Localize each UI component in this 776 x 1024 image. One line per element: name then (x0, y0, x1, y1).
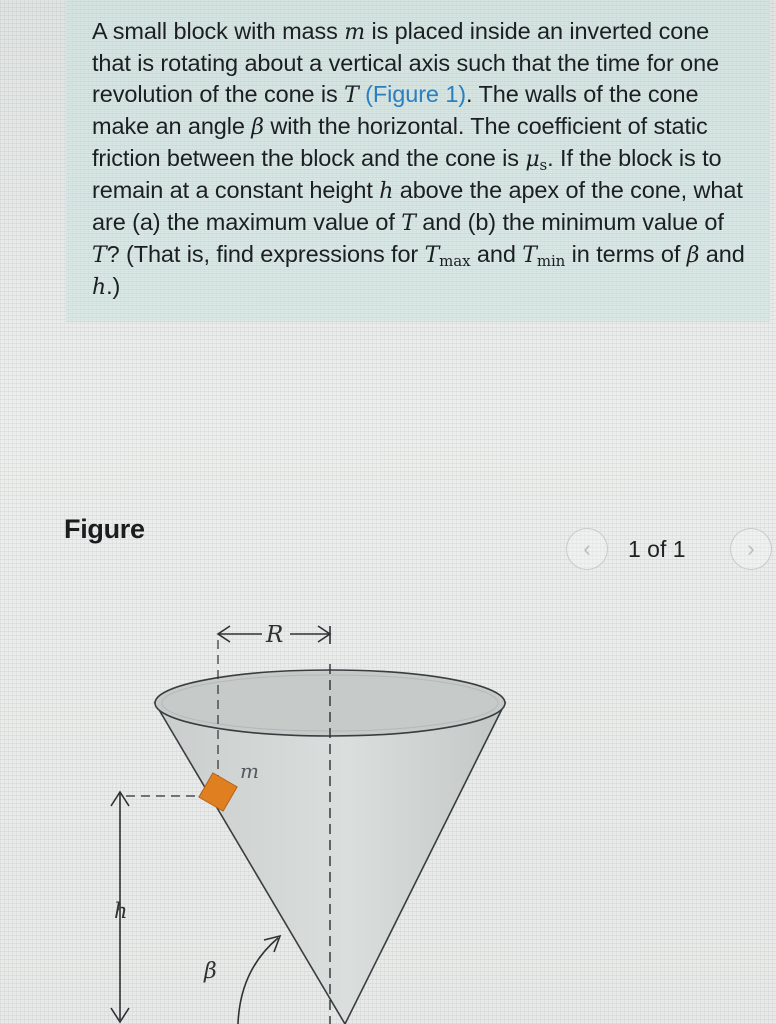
math-symbol-t: T (344, 83, 359, 108)
figure-pager (566, 528, 772, 572)
math-symbol-h: h (379, 179, 394, 204)
math-symbol-t: T (401, 211, 416, 236)
math-symbol-beta: β (251, 115, 264, 140)
chevron-left-icon: ‹ (583, 536, 591, 561)
math-symbol-mu: μ (525, 147, 540, 172)
figure-heading: Figure (64, 514, 145, 544)
math-symbol-h: h (92, 275, 107, 300)
radius-label: R (266, 622, 284, 648)
math-subscript-s: s (539, 156, 548, 174)
math-symbol-m: m (344, 20, 366, 45)
next-figure-button[interactable] (730, 528, 772, 570)
math-symbol-tmax: T (424, 243, 440, 268)
question-text-part: . If the block is to remain at a constant height (92, 145, 722, 203)
previous-figure-button[interactable] (566, 528, 608, 570)
question-text-part: with the horizontal. The coefficient of static friction between the block and the cone is (92, 113, 708, 171)
math-symbol-beta: β (686, 243, 700, 268)
question-text-part: and (470, 241, 523, 267)
cone-diagram (0, 600, 776, 1024)
figure-page-indicator: 1 of 1 (628, 536, 686, 562)
math-subscript-max: max (439, 252, 471, 270)
question-text-part: and (699, 241, 745, 267)
math-subscript-min: min (536, 252, 566, 270)
question-text-part: A small block with mass (92, 18, 345, 44)
question-text-part: ? (That is, find expressions for (106, 241, 425, 267)
angle-label: β (204, 959, 217, 984)
chevron-right-icon: › (747, 536, 755, 561)
height-label: h (114, 899, 128, 923)
math-symbol-tmin: T (522, 243, 537, 268)
angle-arc (238, 938, 278, 1024)
question-text-part: above the apex of the cone, what are (a) the maximum value of (92, 177, 743, 235)
question-text-part: is placed inside an inverted cone that is rotating about a vertical axis such that the time for one revolution of the cone is (92, 18, 720, 107)
math-symbol-t: T (92, 243, 107, 268)
question-text-part: in terms of (565, 241, 687, 267)
question-text-part: . The walls of the cone make an angle (92, 81, 699, 139)
figure-1-link[interactable]: (Figure 1) (365, 81, 467, 107)
question-text-part: and (b) the minimum value of (415, 209, 724, 235)
question-text-part: .) (106, 273, 121, 299)
question-text (92, 16, 752, 303)
mass-label: m (240, 759, 259, 783)
